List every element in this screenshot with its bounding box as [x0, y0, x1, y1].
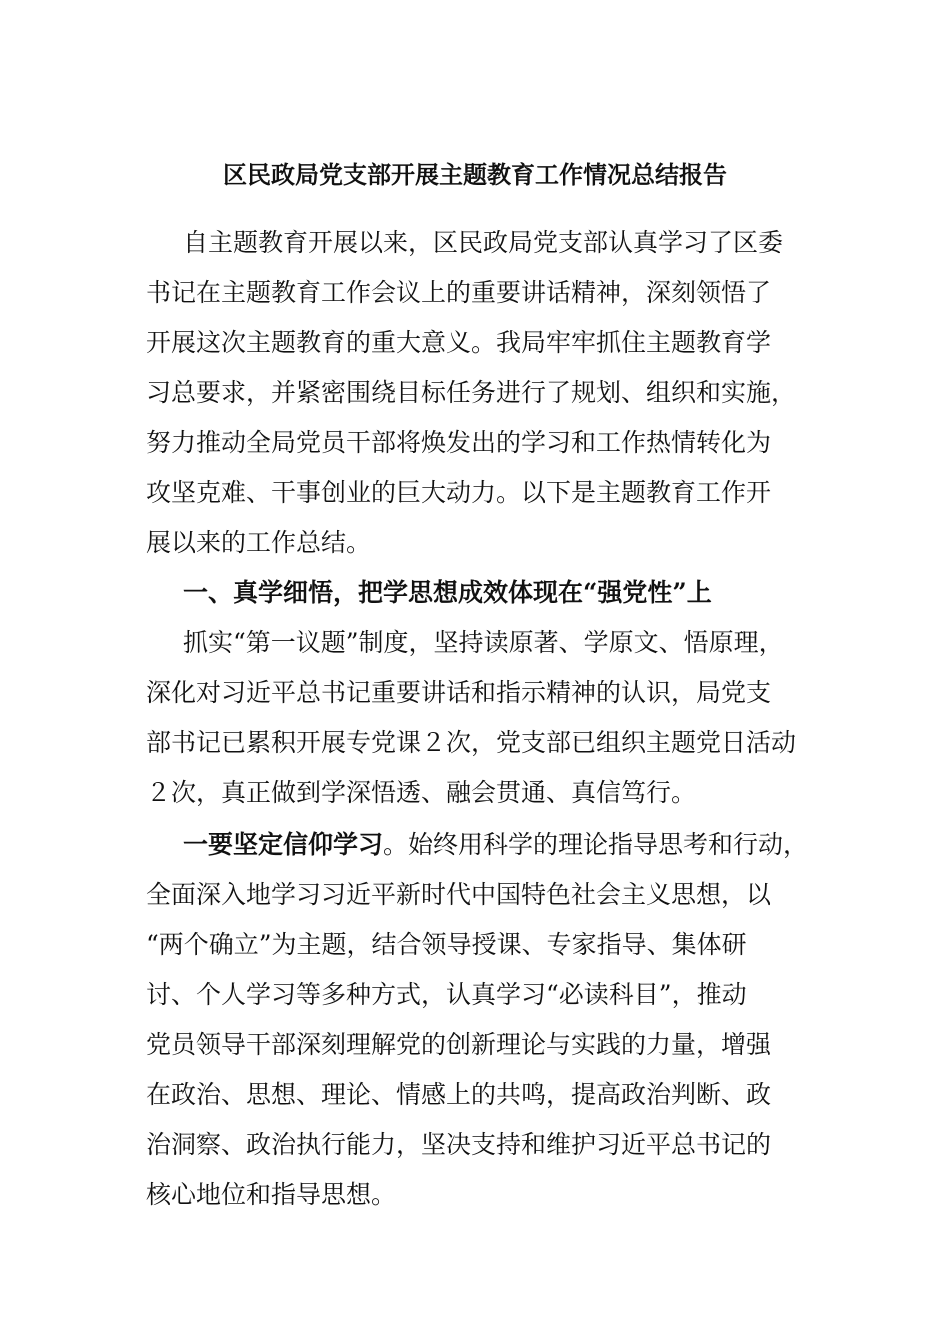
point1-line-2: 全面深入地学习习近平新时代中国特色社会主义思想，以	[146, 880, 772, 909]
point1-line-4: 讨、个人学习等多种方式，认真学习“必读科目”，推动	[146, 980, 747, 1009]
section1-line-4: ２次，真正做到学深悟透、融会贯通、真信笃行。	[146, 778, 697, 807]
section1-line-1: 抓实“第一议题”制度，坚持读原著、学原文、悟原理，	[183, 628, 784, 657]
section1-line-2: 深化对习近平总书记重要讲话和指示精神的认识，局党支	[146, 678, 772, 707]
intro-line-4: 习总要求，并紧密围绕目标任务进行了规划、组织和实施，	[146, 378, 797, 407]
point1-line-5: 党员领导干部深刻理解党的创新理论与实践的力量，增强	[146, 1030, 772, 1059]
section-heading-1: 一、真学细悟，把学思想成效体现在“强党性”上	[183, 578, 712, 607]
point1-line-8: 核心地位和指导思想。	[146, 1180, 397, 1209]
point1-lead: 一要坚定信仰学习	[183, 830, 384, 859]
point1-line-3: “两个确立”为主题，结合领导授课、专家指导、集体研	[146, 930, 747, 959]
intro-line-7: 展以来的工作总结。	[146, 528, 372, 557]
document-title: 区民政局党支部开展主题教育工作情况总结报告	[223, 160, 727, 189]
intro-line-1: 自主题教育开展以来，区民政局党支部认真学习了区委	[183, 228, 784, 257]
section1-line-3: 部书记已累积开展专党课２次，党支部已组织主题党日活动	[146, 728, 797, 757]
intro-line-5: 努力推动全局党员干部将焕发出的学习和工作热情转化为	[146, 428, 772, 457]
point1-line-7: 治洞察、政治执行能力，坚决支持和维护习近平总书记的	[146, 1130, 772, 1159]
intro-line-6: 攻坚克难、干事创业的巨大动力。以下是主题教育工作开	[146, 478, 772, 507]
intro-line-2: 书记在主题教育工作会议上的重要讲话精神，深刻领悟了	[146, 278, 772, 307]
point1-line-1	[183, 828, 808, 862]
point1-first-rest: 。始终用科学的理论指导思考和行动，	[383, 830, 809, 859]
point1-line-6: 在政治、思想、理论、情感上的共鸣，提高政治判断、政	[146, 1080, 772, 1109]
intro-line-3: 开展这次主题教育的重大意义。我局牢牢抓住主题教育学	[146, 328, 772, 357]
